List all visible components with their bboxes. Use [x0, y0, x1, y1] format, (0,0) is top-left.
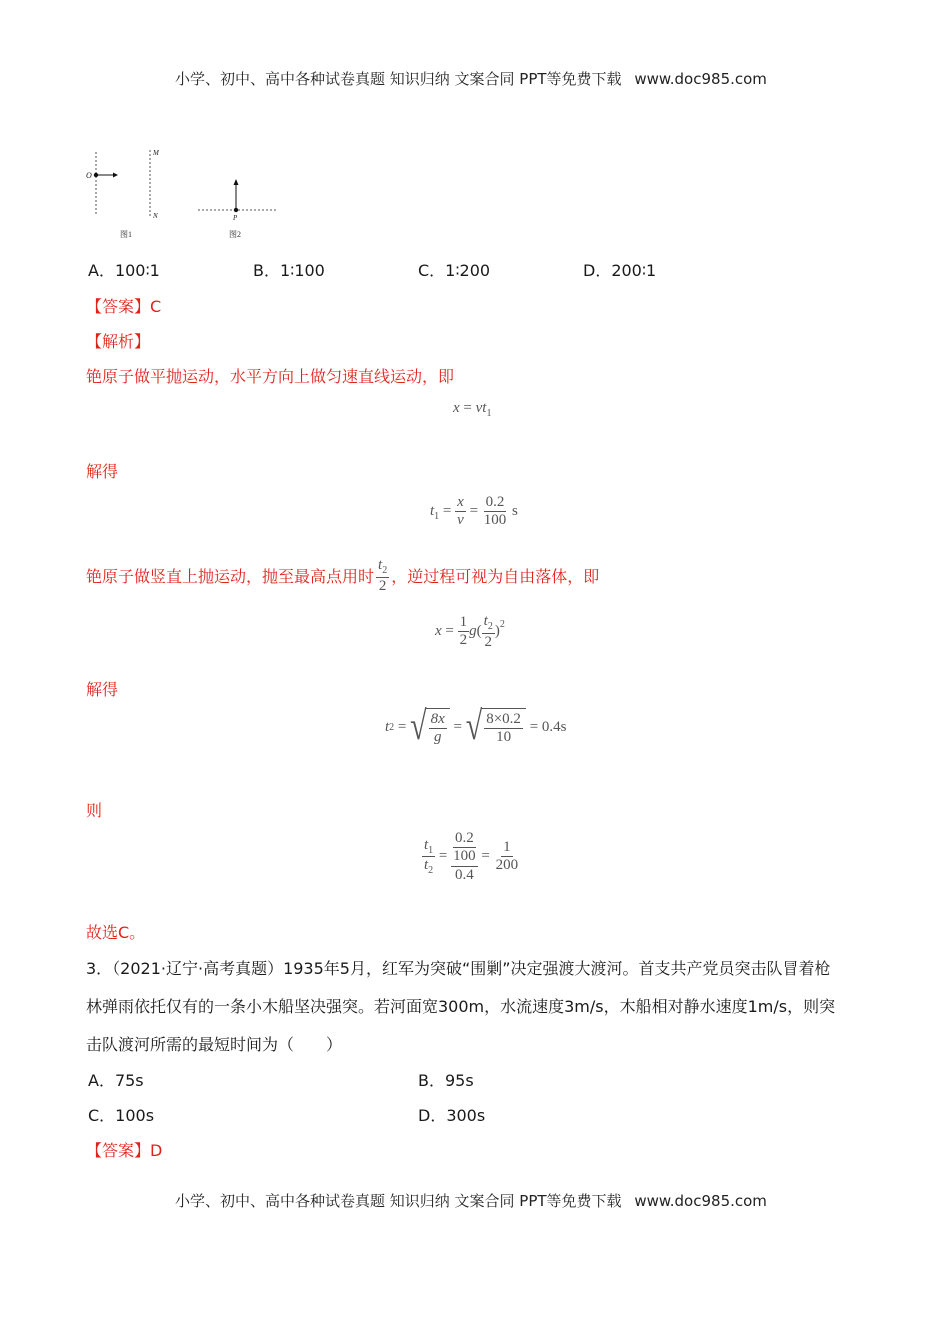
header-url: www.doc985.com: [634, 70, 767, 88]
eq1-equals: =: [463, 400, 472, 416]
eq4-result: = 0.4s: [529, 718, 567, 735]
q2-answer-value: C: [150, 297, 162, 316]
q3-option-c: C．100s: [88, 1106, 155, 1125]
q2-solve-label-2: 解得: [86, 680, 119, 699]
eq2-lhs: t: [430, 503, 435, 520]
q2-option-d: D．200∶1: [583, 261, 657, 280]
q3-answer-label: 【答案】: [86, 1141, 151, 1160]
q2-answer: [86, 294, 161, 317]
q3-option-a: A．75s: [88, 1071, 144, 1090]
equation-1: [453, 400, 491, 419]
fig2-arrow-head: [234, 179, 239, 185]
q2-answer-label: 【答案】: [86, 297, 151, 316]
equation-4: t 2 = √ $\frac{8x}{g}$ = √ $\frac{8\times 0.2}{10}$ = 0.4s: [385, 704, 567, 749]
line2-pre: 铯原子做竖直上抛运动，抛至最高点用时: [86, 567, 375, 587]
q2-then-label: 则: [86, 801, 103, 820]
eq4-sqrt-2: √ $\frac{8\times 0.2}{10}$: [466, 708, 526, 747]
line2-post: ，逆过程可视为自由落体，即: [391, 567, 600, 587]
q3-option-b: B．95s: [418, 1071, 474, 1090]
eq3-t2-over-2: $\frac{t_2}{2}$: [483, 613, 493, 650]
eq2-fraction-1: $\frac{x}{v}$: [457, 494, 464, 529]
q3-answer-value: D: [150, 1141, 163, 1160]
q2-solve-label-1: 解得: [86, 462, 119, 481]
eq4-lhs: t: [385, 718, 390, 735]
fig1-arrow-head: [113, 173, 118, 178]
fig2-caption: 图2: [229, 230, 241, 239]
equation-3: x = $\frac{1}{2}$ g ( $\frac{t_2}{2}$ ) $^2$: [435, 613, 505, 650]
fig1-label-o: O: [86, 171, 92, 180]
fig1-caption: 图1: [120, 230, 132, 239]
eq2-unit: s: [512, 503, 518, 520]
q2-analysis-line2: [86, 557, 599, 595]
q2-option-c: C．1∶200: [418, 261, 491, 280]
header-text: 小学、初中、高中各种试卷真题 知识归纳 文案合同 PPT等免费下载: [175, 70, 622, 88]
q2-analysis-label: 【解析】: [86, 332, 151, 351]
eq5-t1-over-t2: $\frac{t_1}{t_2}$: [424, 836, 434, 877]
physics-figure: [80, 140, 300, 245]
eq2-lhs-sub: 1: [434, 511, 440, 523]
q3-option-d: D．300s: [418, 1106, 486, 1125]
footer-text: 小学、初中、高中各种试卷真题 知识归纳 文案合同 PPT等免费下载: [175, 1192, 622, 1210]
eq3-power: 2: [499, 619, 505, 630]
page-footer: [175, 1190, 767, 1211]
q2-analysis-line1: 铯原子做平抛运动，水平方向上做匀速直线运动，即: [86, 367, 455, 386]
q2-option-a: A．100∶1: [88, 261, 160, 280]
eq3-half: $\frac{1}{2}$: [459, 614, 468, 649]
eq1-rhs: vt: [475, 400, 487, 416]
fig1-label-n: N: [153, 212, 158, 220]
q3-answer: [86, 1138, 162, 1161]
eq5-compound-fraction: $\frac{0.2}{100}$ 0.4: [453, 830, 476, 883]
eq5-result: $\frac{1}{200}$: [495, 839, 519, 874]
eq1-lhs: x: [453, 400, 460, 416]
fig1-label-m: M: [153, 149, 159, 157]
eq1-sub: 1: [486, 408, 492, 419]
page-header: [175, 68, 767, 89]
footer-url: www.doc985.com: [634, 1192, 767, 1210]
eq3-lhs: x: [435, 623, 442, 640]
q3-stem-line3: 击队渡河所需的最短时间为（ ）: [86, 1035, 343, 1054]
q3-stem-line1: 3．（2021·辽宁·高考真题）1935年5月，红军为突破“围剿”决定强渡大渡河。首支共产党员突击队冒着枪: [86, 959, 831, 978]
equation-2: $t_1$ = $\frac{x}{v}$ = $\frac{0.2}{100}$ s: [430, 494, 518, 529]
eq4-sqrt-1: √ $\frac{8x}{g}$: [410, 708, 450, 747]
inline-fraction-t2-over-2: $\frac{t_2}{2}$: [378, 557, 388, 594]
q2-option-b: B．1∶100: [253, 261, 325, 280]
eq4-lhs-sub: 2: [389, 721, 395, 733]
fig2-point-p: [234, 208, 238, 212]
eq2-fraction-2: $\frac{0.2}{100}$: [483, 494, 507, 529]
fig2-label-p: P: [233, 214, 238, 222]
equation-5: $\frac{t_1}{t_2}$ = $\frac{0.2}{100}$ 0.4 = $\frac{1}{200}$: [424, 830, 519, 883]
q3-stem-line2: 林弹雨依托仅有的一条小木船坚决强突。若河面宽300m，水流速度3m/s，木船相对静水速度1m/s，则突: [86, 997, 836, 1016]
q2-conclusion: 故选C。: [86, 923, 146, 942]
eq3-g: g: [469, 623, 477, 640]
